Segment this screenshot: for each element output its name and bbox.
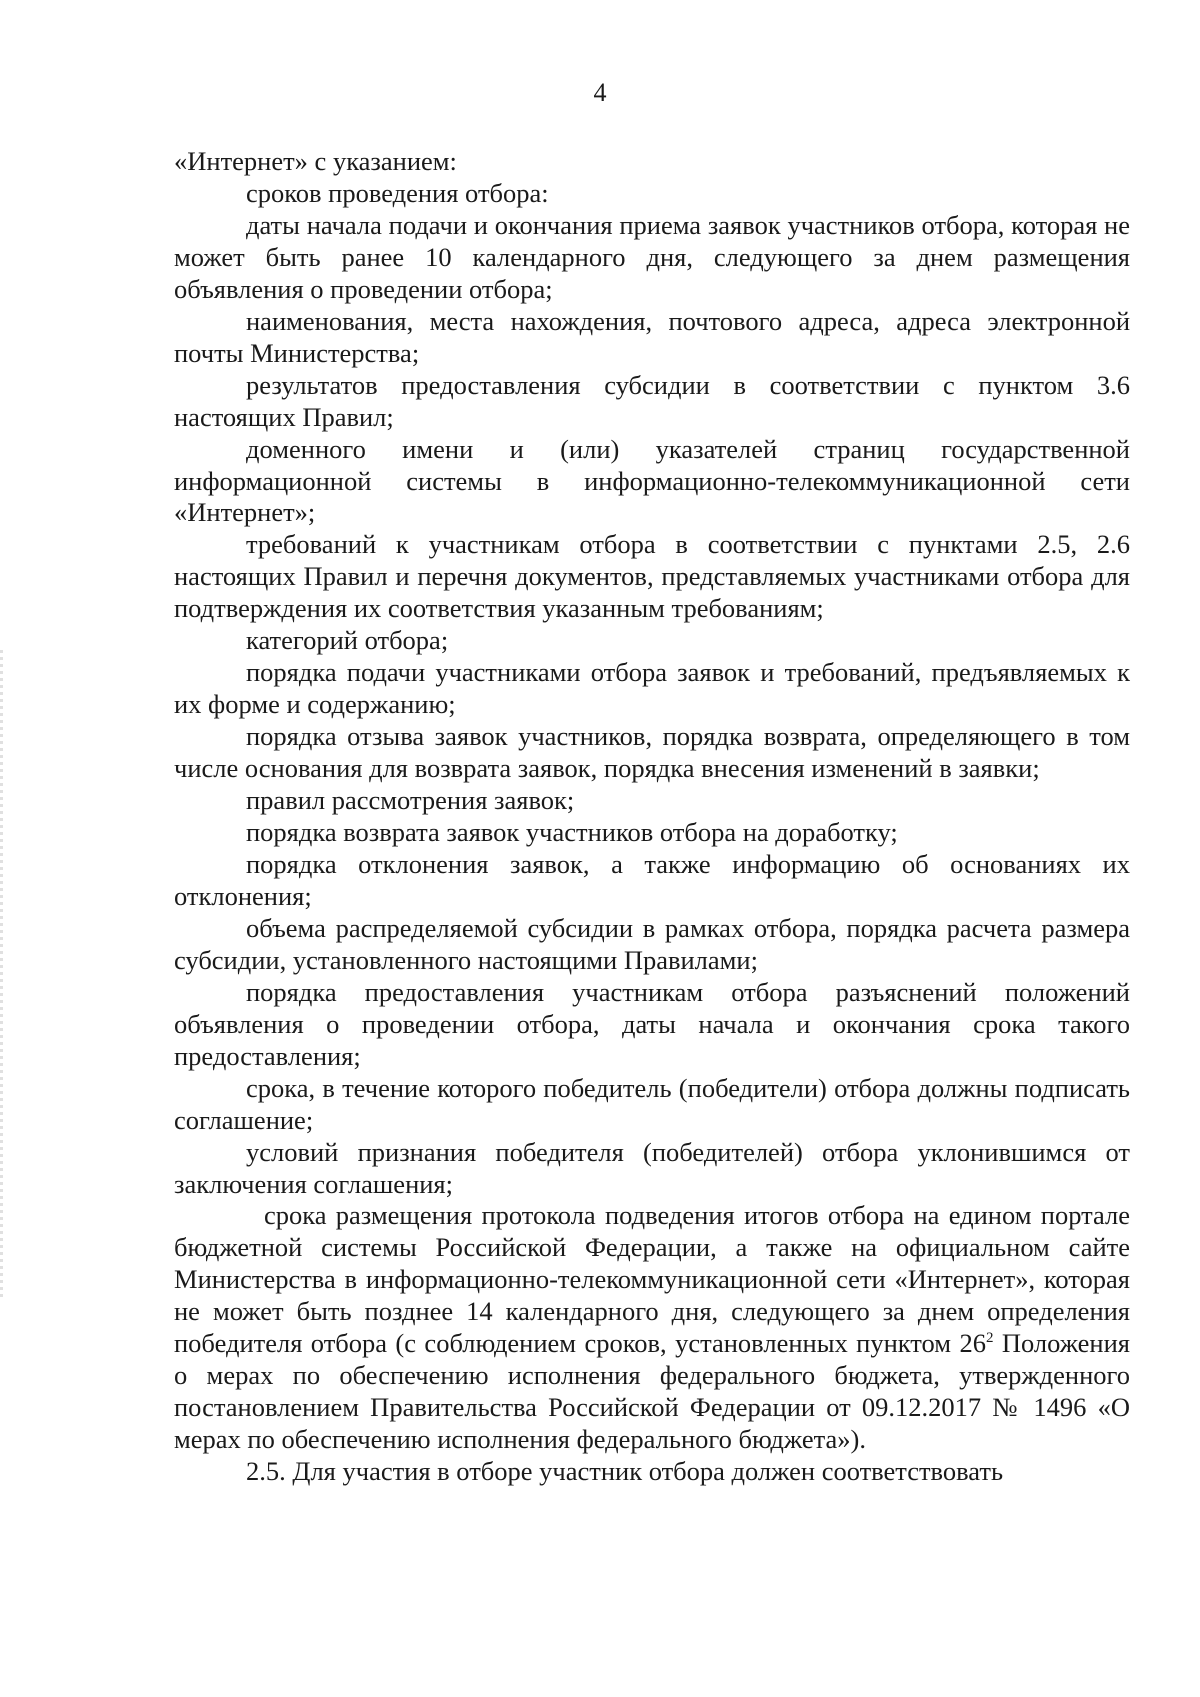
- paragraph-4: наименования, места нахождения, почтового адреса, адреса электронной почты Министерства;: [174, 305, 1130, 368]
- paragraph-10: порядка отзыва заявок участников, порядка возврата, определяющего в том числе основания для возврата заявок, порядка внесения изменений в заявки;: [174, 721, 1130, 784]
- paragraph-19: 2.5. Для участия в отборе участник отбора должен соответствовать: [246, 1456, 1004, 1487]
- paragraph-18-text-end: Положения о мерах по обеспечению исполнения федерального бюджета, утвержденного постановлением Правительства Российской Федерации от 09.12.2017 № 1496 «О мерах по обеспечению исполнения федерального бюджета»).: [174, 1328, 1130, 1455]
- paragraph-17: условий признания победителя (победителей) отбора уклонившимся от заключения соглашения;: [174, 1136, 1130, 1199]
- document-body: [174, 146, 1130, 1488]
- paragraph-6: доменного имени и (или) указателей страниц государственной информационной системы в информационно-телекоммуникационной сети «Интернет»;: [174, 433, 1130, 528]
- paragraph-18-superscript: 2: [985, 1330, 994, 1347]
- paragraph-18: [174, 1200, 1130, 1456]
- paragraph-13: порядка отклонения заявок, а также информацию об основаниях их отклонения;: [174, 848, 1130, 911]
- paragraph-11: правил рассмотрения заявок;: [246, 785, 575, 816]
- paragraph-9: порядка подачи участниками отбора заявок и требований, предъявляемых к их форме и содержанию;: [174, 657, 1130, 720]
- paragraph-7: требований к участникам отбора в соответствии с пунктами 2.5, 2.6 настоящих Правил и перечня документов, представляемых участниками отбора для подтверждения их соответствия указанным требованиям;: [174, 529, 1130, 624]
- paragraph-5: результатов предоставления субсидии в соответствии с пунктом 3.6 настоящих Правил;: [174, 369, 1130, 432]
- paragraph-12: порядка возврата заявок участников отбора на доработку;: [246, 817, 898, 848]
- scan-edge-artifact: [0, 650, 3, 1300]
- paragraph-2: сроков проведения отбора:: [246, 177, 549, 208]
- paragraph-18-text-start: срока размещения протокола подведения итогов отбора на едином портале бюджетной системы Российской Федерации, а также на официальном сайте Министерства в информационно-телекоммуникационной сети «Интернет», которая не может быть позднее 14 календарного дня, следующего за днем определения победителя отбора (с соблюдением сроков, установленных пунктом 26: [174, 1200, 1130, 1359]
- paragraph-14: объема распределяемой субсидии в рамках отбора, порядка расчета размера субсидии, установленного настоящими Правилами;: [174, 912, 1130, 975]
- paragraph-16: срока, в течение которого победитель (победители) отбора должны подписать соглашение;: [174, 1072, 1130, 1135]
- paragraph-1: «Интернет» с указанием:: [174, 146, 457, 176]
- paragraph-15: порядка предоставления участникам отбора разъяснений положений объявления о проведении отбора, даты начала и окончания срока такого предоставления;: [174, 976, 1130, 1071]
- paragraph-3: даты начала подачи и окончания приема заявок участников отбора, которая не может быть ранее 10 календарного дня, следующего за днем размещения объявления о проведении отбора;: [174, 209, 1130, 304]
- paragraph-8: категорий отбора;: [246, 625, 449, 656]
- page-number: 4: [593, 78, 607, 107]
